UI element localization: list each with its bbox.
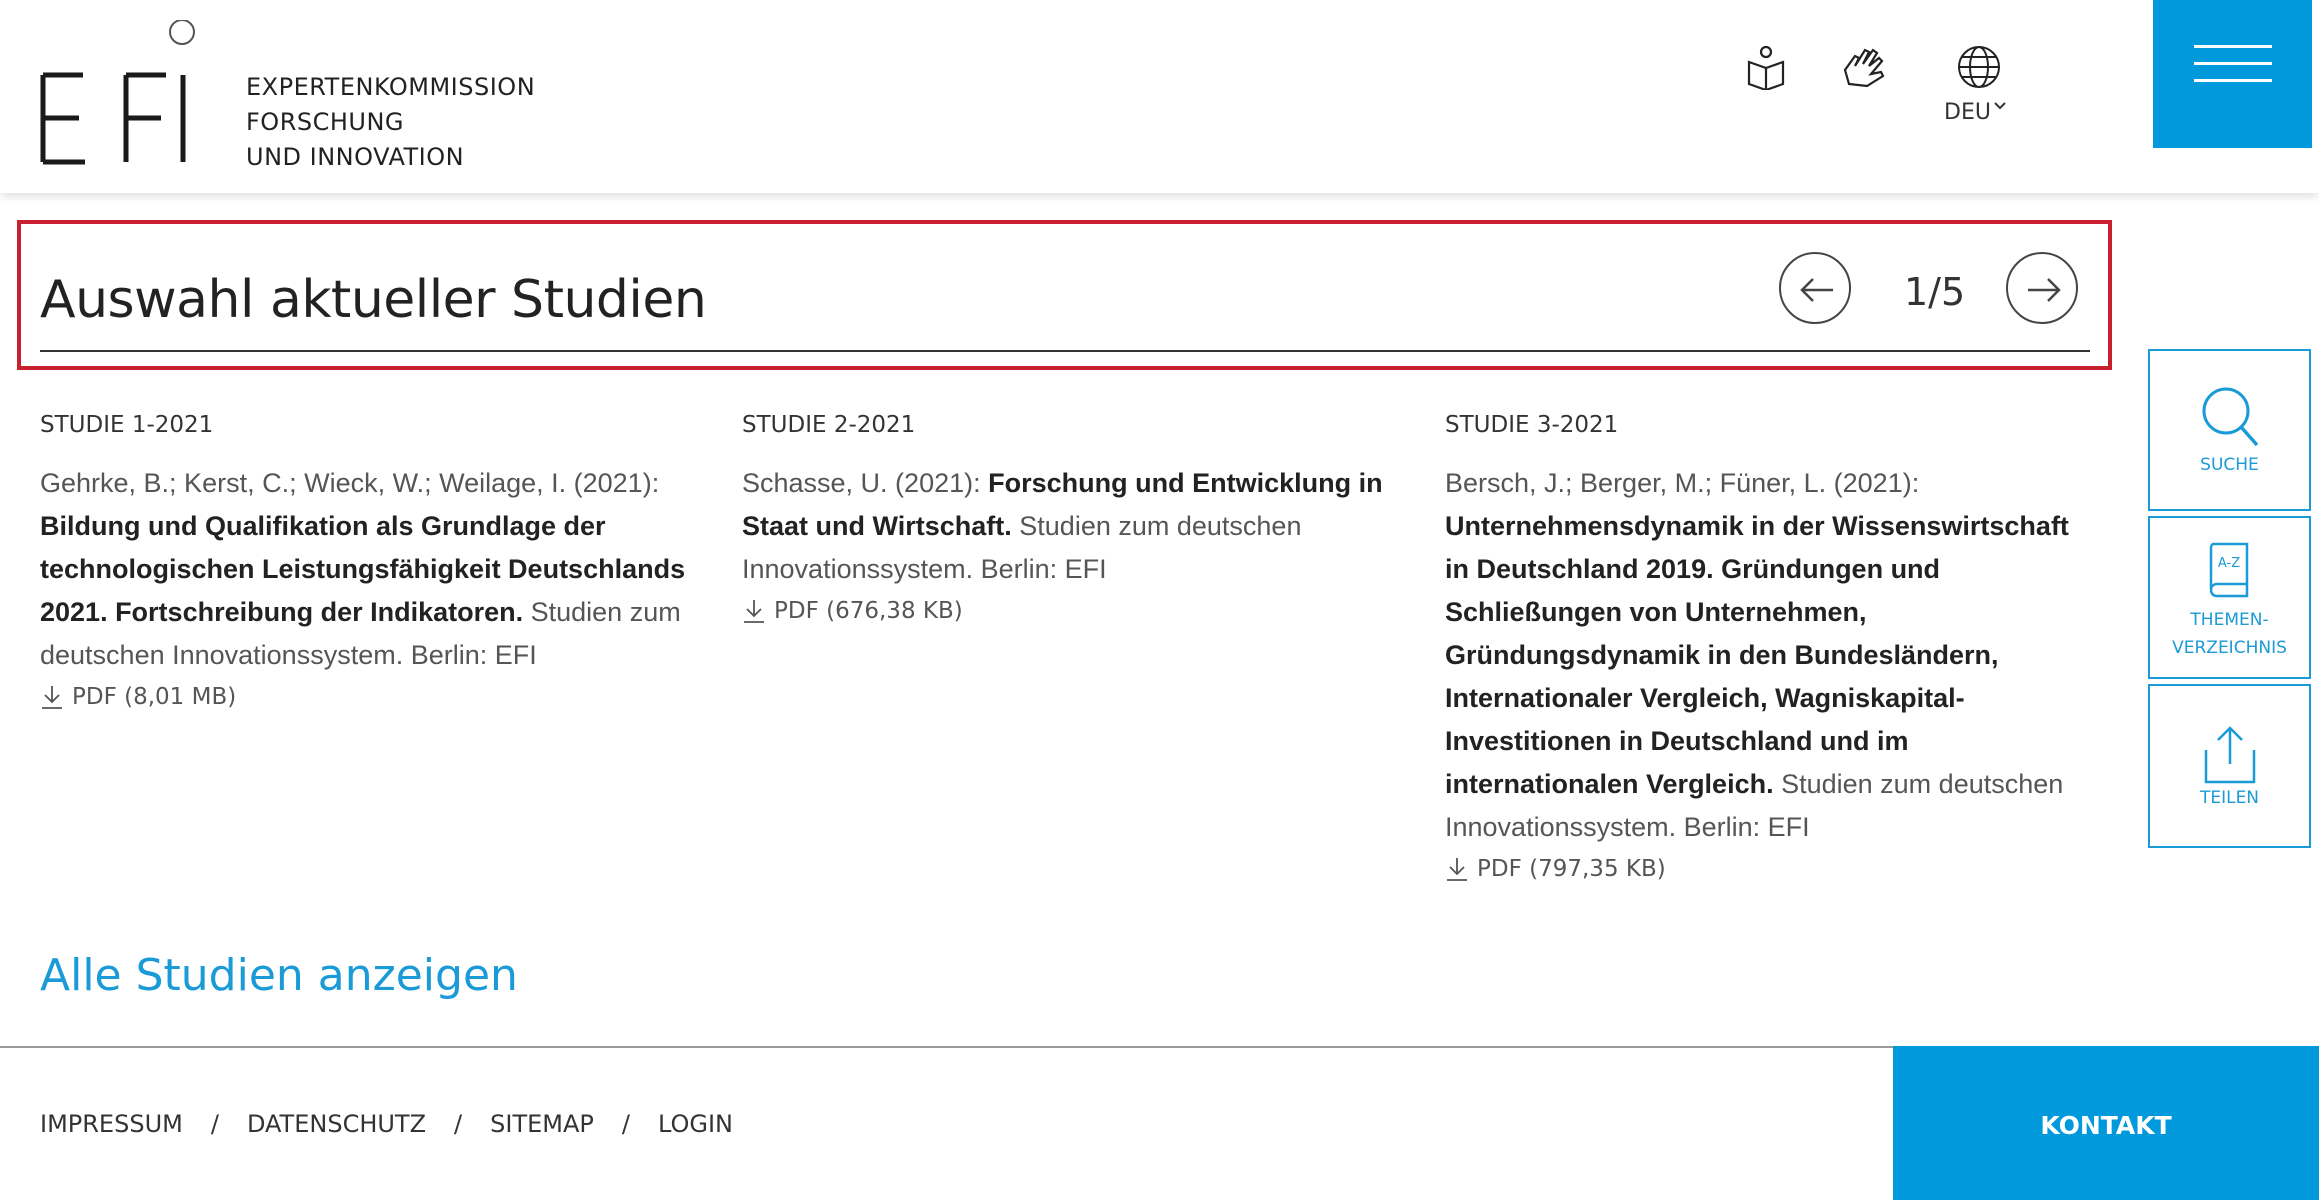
hamburger-icon bbox=[2194, 45, 2272, 48]
contact-button[interactable]: KONTAKT bbox=[1893, 1046, 2319, 1200]
logo-line: FORSCHUNG bbox=[246, 108, 405, 136]
language-label: DEU bbox=[1944, 100, 1991, 125]
study-label: STUDIE 2-2021 bbox=[742, 412, 916, 438]
pager-indicator: 1/5 bbox=[1904, 270, 1966, 314]
menu-button[interactable] bbox=[2153, 0, 2312, 148]
search-icon bbox=[2197, 383, 2263, 453]
efi-logo-mark bbox=[40, 20, 200, 170]
study-card bbox=[742, 412, 1402, 631]
download-icon bbox=[40, 684, 64, 710]
logo-line: UND INNOVATION bbox=[246, 143, 465, 171]
footer-link-login[interactable]: LOGIN bbox=[657, 1110, 734, 1138]
previous-button[interactable] bbox=[1779, 252, 1851, 324]
study-label: STUDIE 3-2021 bbox=[1445, 412, 1619, 438]
footer-separator: / bbox=[621, 1110, 630, 1138]
study-series: Studien zum deutschen Innovationssystem. Berlin: EFI bbox=[40, 597, 681, 670]
download-icon bbox=[1445, 856, 1469, 882]
share-label: TEILEN bbox=[2199, 788, 2260, 808]
hamburger-icon bbox=[2194, 79, 2272, 82]
topic-index-label bbox=[2150, 606, 2309, 662]
share-icon bbox=[2200, 724, 2260, 786]
easy-reading-icon[interactable] bbox=[1743, 44, 1789, 90]
footer-separator: / bbox=[454, 1110, 463, 1138]
book-icon bbox=[2205, 540, 2255, 600]
search-button[interactable] bbox=[2148, 349, 2311, 511]
pdf-label: PDF (8,01 MB) bbox=[72, 684, 237, 710]
chevron-down-icon bbox=[1993, 101, 2007, 111]
study-title: Forschung und Entwicklung in Staat und Wirtschaft. bbox=[742, 468, 1383, 541]
arrow-right-icon bbox=[2022, 268, 2066, 312]
study-series: Studien zum deutschen Innovationssystem. Berlin: EFI bbox=[742, 511, 1302, 584]
section-title: Auswahl aktueller Studien bbox=[40, 270, 707, 330]
study-series: Studien zum deutschen Innovationssystem. Berlin: EFI bbox=[1445, 769, 2064, 842]
footer-link-sitemap[interactable]: SITEMAP bbox=[490, 1110, 594, 1138]
logo-wordmark bbox=[246, 70, 535, 175]
efi-logo[interactable] bbox=[40, 20, 200, 170]
logo-line: EXPERTENKOMMISSION bbox=[246, 73, 536, 101]
az-badge: A-Z bbox=[2217, 556, 2240, 571]
pdf-download-link[interactable] bbox=[742, 591, 1402, 631]
study-title: Bildung und Qualifikation als Grundlage der technologischen Leistungsfähigkeit Deutschlands 2021. Fortschreibung der Indikatoren. bbox=[40, 511, 686, 627]
next-button[interactable] bbox=[2006, 252, 2078, 324]
footer-separator: / bbox=[210, 1110, 219, 1138]
pdf-download-link[interactable] bbox=[1445, 849, 2085, 889]
footer-nav bbox=[40, 1110, 733, 1138]
download-icon bbox=[742, 598, 766, 624]
hamburger-icon bbox=[2194, 62, 2272, 65]
study-citation bbox=[1445, 462, 2085, 849]
footer-link-impressum[interactable]: IMPRESSUM bbox=[40, 1110, 183, 1138]
footer-link-datenschutz[interactable]: DATENSCHUTZ bbox=[246, 1110, 427, 1138]
search-label: SUCHE bbox=[2200, 455, 2259, 475]
language-selector[interactable] bbox=[1944, 100, 2007, 125]
title-divider bbox=[40, 350, 2090, 352]
study-authors: Gehrke, B.; Kerst, C.; Wieck, W.; Weilage, I. (2021): bbox=[40, 468, 660, 498]
study-title: Unternehmensdynamik in der Wissenswirtschaft in Deutschland 2019. Gründungen und Schließungen von Unternehmen, Gründungsdynamik in den Bundesländern, Internationaler Vergleich, Wagniskapital-Investitionen in Deutschland und im internationalen Vergleich. bbox=[1445, 511, 2069, 799]
sign-language-icon[interactable] bbox=[1841, 44, 1887, 90]
footer-divider bbox=[0, 1046, 1893, 1048]
pdf-label: PDF (797,35 KB) bbox=[1477, 856, 1666, 882]
study-citation bbox=[742, 462, 1402, 591]
study-authors: Bersch, J.; Berger, M.; Füner, L. (2021): bbox=[1445, 468, 1920, 498]
topic-index-button[interactable] bbox=[2148, 516, 2311, 679]
study-authors: Schasse, U. (2021): bbox=[742, 468, 989, 498]
study-citation bbox=[40, 462, 700, 677]
study-card bbox=[1445, 412, 2085, 889]
topic-index-label-line: THEMEN- bbox=[2190, 610, 2269, 630]
share-button[interactable] bbox=[2148, 684, 2311, 848]
arrow-left-icon bbox=[1795, 268, 1839, 312]
site-header bbox=[0, 0, 2319, 193]
pdf-download-link[interactable] bbox=[40, 677, 700, 717]
all-studies-link[interactable]: Alle Studien anzeigen bbox=[40, 950, 518, 1001]
pdf-label: PDF (676,38 KB) bbox=[774, 598, 963, 624]
topic-index-label-line: VERZEICHNIS bbox=[2172, 638, 2287, 658]
globe-icon[interactable] bbox=[1956, 44, 2002, 90]
study-label: STUDIE 1-2021 bbox=[40, 412, 214, 438]
study-card bbox=[40, 412, 700, 717]
